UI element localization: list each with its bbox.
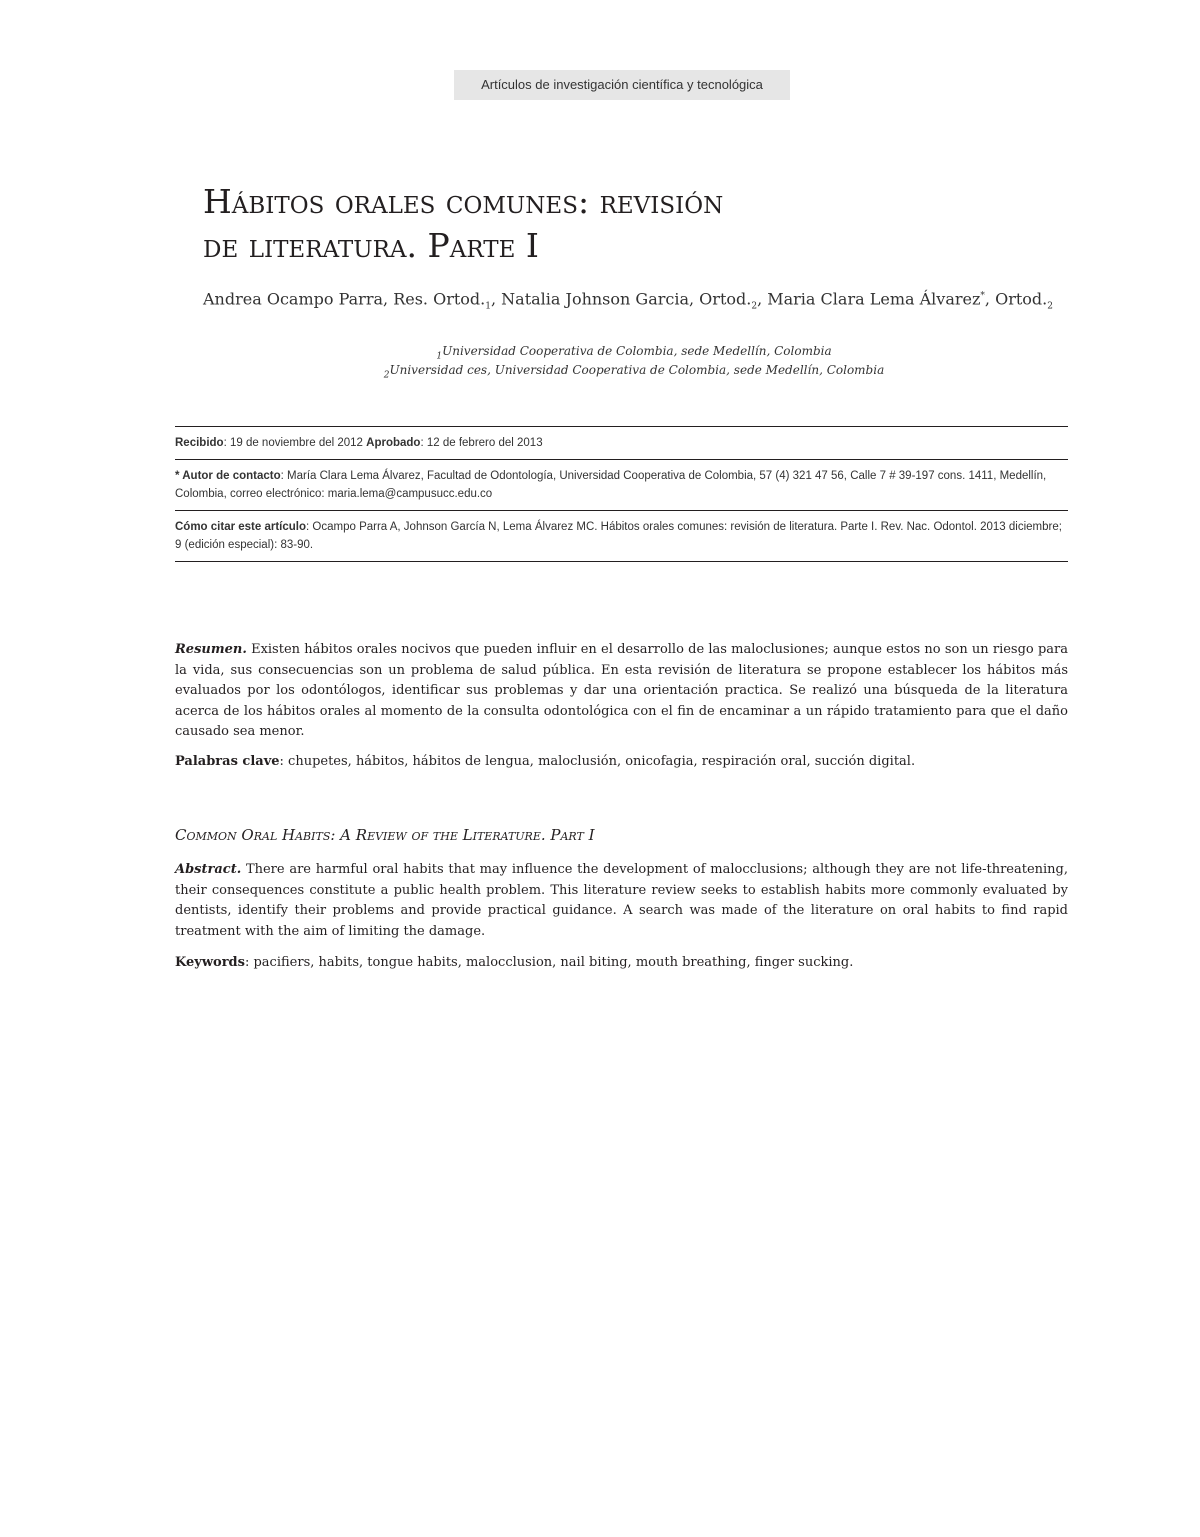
- received-date: : 19 de noviembre del 2012: [223, 437, 363, 449]
- keywords-text: : pacifiers, habits, tongue habits, malocclusion, nail biting, mouth breathing, finger sucking.: [244, 955, 854, 970]
- affiliation-1-number: 1: [436, 351, 443, 362]
- resumen-label: Resumen.: [175, 642, 247, 657]
- corresponding-author-mark: *: [980, 291, 985, 301]
- author-1: Andrea Ocampo Parra, Res. Ortod.: [203, 289, 486, 309]
- affiliation-2-text: Universidad ces, Universidad Cooperativa de Colombia, sede Medellín, Colombia: [389, 363, 885, 377]
- affiliation-2: [203, 361, 1065, 384]
- resumen-text: Existen hábitos orales nocivos que pueden influir en el desarrollo de las maloclusiones; aunque estos no son un riesgo para la vida, sus consecuencias son un problema de salud pública. En esta revisión de literatura se propone establecer los hábitos más evaluados por los odontólogos, identificar sus problemas y dar una orientación practica. Se realizó una búsqueda de la literatura acerca de los hábitos orales al momento de la consulta odontológica con el fin de encaminar a un rápido tratamiento para que el daño causado sea menor.: [175, 642, 1068, 739]
- received-label: Recibido: [175, 437, 224, 449]
- palabras-clave-text: : chupetes, hábitos, hábitos de lengua, maloclusión, onicofagia, respiración oral, succión digital.: [279, 754, 916, 769]
- contact-text: : María Clara Lema Álvarez, Facultad de Odontología, Universidad Cooperativa de Colombia, 57 (4) 321 47 56, Calle 7 # 39-197 cons. 1411, Medellín, Colombia, correo electrónico: maria.lema@campusucc.edu.co: [175, 470, 1047, 500]
- abstract-label: Abstract.: [175, 862, 242, 877]
- author-3-degree: , Ortod.: [984, 289, 1048, 309]
- article-metadata: [175, 426, 1068, 562]
- citation-block: [175, 510, 1068, 562]
- author-1-affiliation: 1: [485, 301, 491, 312]
- author-2-affiliation: 2: [751, 301, 758, 312]
- article-title-line-2: de literatura. Parte I: [203, 226, 539, 265]
- dates-block: [175, 426, 1068, 459]
- article-title-line-1: Hábitos orales comunes: revisión: [203, 182, 724, 221]
- abstract-text: There are harmful oral habits that may influence the development of malocclusions; although they are not life-threatening, their consequences constitute a public health problem. This literature review seeks to establish habits more commonly evaluated by dentists, identify their problems and provide practical guidance. A search was made of the literature on oral habits to find rapid treatment with the aim of limiting the damage.: [175, 862, 1068, 939]
- author-2: , Natalia Johnson Garcia, Ortod.: [490, 289, 752, 309]
- contact-block: [175, 459, 1068, 510]
- contact-label: * Autor de contacto: [175, 470, 281, 482]
- article-title: [203, 180, 1063, 268]
- author-3: , Maria Clara Lema Álvarez: [757, 289, 981, 309]
- english-title: Common Oral Habits: A Review of the Literature. Part I: [175, 826, 595, 844]
- abstract-paragraph: [175, 860, 1068, 942]
- affiliation-2-number: 2: [383, 370, 390, 381]
- palabras-clave-label: Palabras clave: [175, 754, 280, 769]
- palabras-clave-paragraph: [175, 752, 1068, 773]
- approved-date: : 12 de febrero del 2013: [420, 437, 543, 449]
- affiliation-1-text: Universidad Cooperativa de Colombia, sede Medellín, Colombia: [442, 344, 832, 358]
- author-list: [203, 284, 1103, 319]
- keywords-label: Keywords: [175, 955, 245, 970]
- author-3-affiliation: 2: [1047, 301, 1053, 312]
- keywords-paragraph: [175, 953, 1068, 974]
- citation-text: : Ocampo Parra A, Johnson García N, Lema Álvarez MC. Hábitos orales comunes: revisión de literatura. Parte I. Rev. Nac. Odontol. 2013 diciembre; 9 (edición especial): 83-90.: [175, 521, 1062, 551]
- approved-label: Aprobado: [366, 437, 421, 449]
- citation-label: Cómo citar este artículo: [175, 521, 307, 533]
- resumen-paragraph: [175, 640, 1068, 743]
- section-tag: Artículos de investigación científica y tecnológica: [454, 70, 790, 100]
